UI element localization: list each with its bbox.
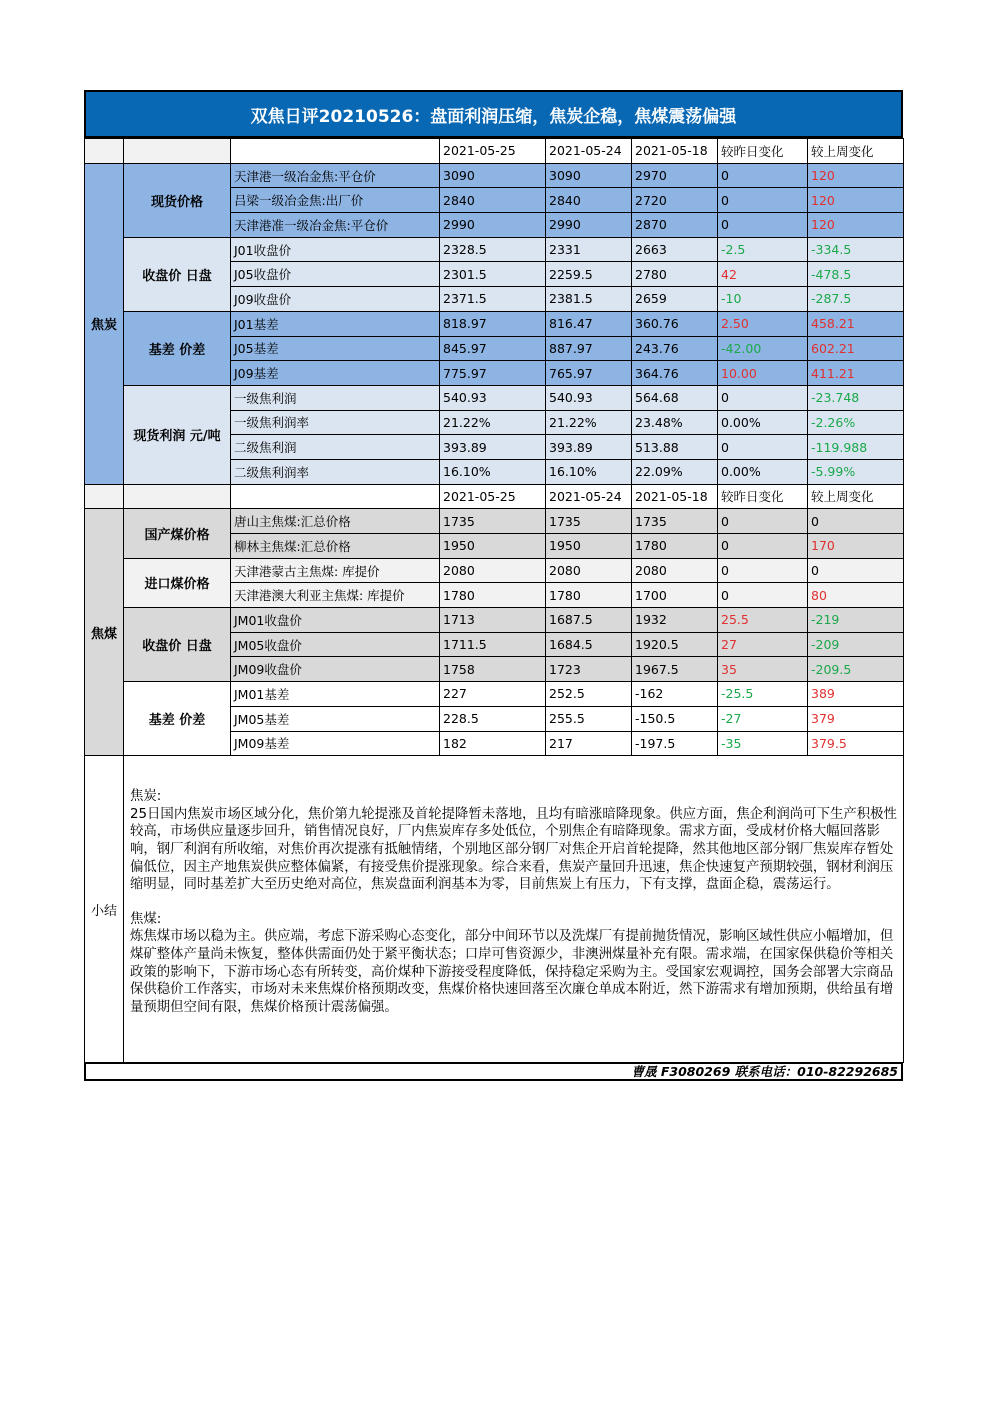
week-change-cell: 0 — [808, 558, 904, 583]
day-change-cell: -25.5 — [718, 682, 808, 707]
value-cell: 1920.5 — [632, 632, 718, 657]
item-name: 天津港准一级冶金焦:平仓价 — [231, 213, 440, 238]
group-label: 收盘价 日盘 — [124, 237, 231, 311]
item-name: 二级焦利润率 — [231, 459, 440, 484]
day-change-cell: 2.50 — [718, 311, 808, 336]
value-cell: 1713 — [440, 608, 546, 633]
item-name: J01基差 — [231, 311, 440, 336]
value-cell: 1723 — [546, 657, 632, 682]
day-change-cell: 0 — [718, 213, 808, 238]
column-header: 2021-05-25 — [440, 484, 546, 509]
value-cell: 2301.5 — [440, 262, 546, 287]
value-cell: 2840 — [440, 188, 546, 213]
summary-cell — [124, 756, 904, 1063]
value-cell: 1950 — [546, 534, 632, 559]
week-change-cell: -5.99% — [808, 459, 904, 484]
week-change-cell: 80 — [808, 583, 904, 608]
coal-summary-heading: 焦煤: — [130, 911, 162, 927]
group-label: 现货利润 元/吨 — [124, 385, 231, 484]
day-change-cell: 0 — [718, 558, 808, 583]
week-change-cell: -119.988 — [808, 435, 904, 460]
value-cell: 2990 — [440, 213, 546, 238]
summary-text — [127, 756, 903, 1016]
week-change-cell: 379.5 — [808, 731, 904, 756]
value-cell: 2663 — [632, 237, 718, 262]
value-cell: -197.5 — [632, 731, 718, 756]
week-change-cell: -287.5 — [808, 287, 904, 312]
value-cell: 393.89 — [440, 435, 546, 460]
header-blank — [85, 484, 124, 509]
week-change-cell: 379 — [808, 706, 904, 731]
day-change-cell: 0 — [718, 435, 808, 460]
value-cell: 540.93 — [546, 385, 632, 410]
value-cell: 217 — [546, 731, 632, 756]
value-cell: 2371.5 — [440, 287, 546, 312]
day-change-cell: 0 — [718, 188, 808, 213]
value-cell: 2659 — [632, 287, 718, 312]
value-cell: 1950 — [440, 534, 546, 559]
column-header: 2021-05-25 — [440, 139, 546, 164]
item-name: J05基差 — [231, 336, 440, 361]
item-name: JM09基差 — [231, 731, 440, 756]
report-title: 双焦日评20210526：盘面利润压缩，焦炭企稳，焦煤震荡偏强 — [84, 90, 903, 138]
value-cell: 887.97 — [546, 336, 632, 361]
week-change-cell: 389 — [808, 682, 904, 707]
value-cell: 1758 — [440, 657, 546, 682]
value-cell: 2259.5 — [546, 262, 632, 287]
day-change-cell: 10.00 — [718, 361, 808, 386]
header-blank — [85, 139, 124, 164]
coke-summary — [130, 788, 899, 894]
item-name: J09收盘价 — [231, 287, 440, 312]
week-change-cell: -478.5 — [808, 262, 904, 287]
value-cell: -150.5 — [632, 706, 718, 731]
value-cell: 255.5 — [546, 706, 632, 731]
day-change-cell: 0 — [718, 509, 808, 534]
day-change-cell: 0 — [718, 385, 808, 410]
group-label: 基差 价差 — [124, 682, 231, 756]
value-cell: 2870 — [632, 213, 718, 238]
column-header: 2021-05-18 — [632, 139, 718, 164]
value-cell: 775.97 — [440, 361, 546, 386]
day-change-cell: 0 — [718, 583, 808, 608]
week-change-cell: 120 — [808, 188, 904, 213]
value-cell: 2970 — [632, 163, 718, 188]
summary-row — [85, 756, 904, 1063]
value-cell: 2840 — [546, 188, 632, 213]
coke-header-row — [85, 139, 904, 164]
value-cell: 22.09% — [632, 459, 718, 484]
week-change-cell: -219 — [808, 608, 904, 633]
value-cell: 252.5 — [546, 682, 632, 707]
value-cell: 1700 — [632, 583, 718, 608]
value-cell: 2331 — [546, 237, 632, 262]
value-cell: 1932 — [632, 608, 718, 633]
header-blank — [231, 139, 440, 164]
value-cell: 2080 — [440, 558, 546, 583]
item-name: JM01基差 — [231, 682, 440, 707]
value-cell: 818.97 — [440, 311, 546, 336]
week-change-cell: 458.21 — [808, 311, 904, 336]
value-cell: 2990 — [546, 213, 632, 238]
table-row — [85, 385, 904, 410]
report-sheet — [84, 90, 903, 1081]
column-header: 较上周变化 — [808, 484, 904, 509]
value-cell: 3090 — [440, 163, 546, 188]
value-cell: 228.5 — [440, 706, 546, 731]
column-header: 2021-05-18 — [632, 484, 718, 509]
value-cell: 845.97 — [440, 336, 546, 361]
day-change-cell: 0.00% — [718, 459, 808, 484]
value-cell: 360.76 — [632, 311, 718, 336]
week-change-cell: -209.5 — [808, 657, 904, 682]
value-cell: 182 — [440, 731, 546, 756]
value-cell: 21.22% — [546, 410, 632, 435]
group-label: 进口煤价格 — [124, 558, 231, 607]
table-row — [85, 311, 904, 336]
column-header: 2021-05-24 — [546, 139, 632, 164]
item-name: 柳林主焦煤:汇总价格 — [231, 534, 440, 559]
week-change-cell: -2.26% — [808, 410, 904, 435]
column-header: 较昨日变化 — [718, 139, 808, 164]
week-change-cell: 120 — [808, 163, 904, 188]
coal-header-row — [85, 484, 904, 509]
week-change-cell: -334.5 — [808, 237, 904, 262]
value-cell: 21.22% — [440, 410, 546, 435]
value-cell: 1711.5 — [440, 632, 546, 657]
value-cell: 227 — [440, 682, 546, 707]
item-name: JM05收盘价 — [231, 632, 440, 657]
week-change-cell: 411.21 — [808, 361, 904, 386]
week-change-cell: -23.748 — [808, 385, 904, 410]
week-change-cell: 602.21 — [808, 336, 904, 361]
value-cell: 540.93 — [440, 385, 546, 410]
value-cell: 243.76 — [632, 336, 718, 361]
item-name: 天津港一级冶金焦:平仓价 — [231, 163, 440, 188]
item-name: JM01收盘价 — [231, 608, 440, 633]
day-change-cell: 0 — [718, 534, 808, 559]
table-row — [85, 682, 904, 707]
value-cell: 1735 — [632, 509, 718, 534]
day-change-cell: 0 — [718, 163, 808, 188]
item-name: JM05基差 — [231, 706, 440, 731]
week-change-cell: 120 — [808, 213, 904, 238]
day-change-cell: 35 — [718, 657, 808, 682]
header-blank — [124, 484, 231, 509]
column-header: 较昨日变化 — [718, 484, 808, 509]
table-row — [85, 237, 904, 262]
value-cell: 3090 — [546, 163, 632, 188]
value-cell: 23.48% — [632, 410, 718, 435]
table-row — [85, 558, 904, 583]
value-cell: 816.47 — [546, 311, 632, 336]
column-header: 较上周变化 — [808, 139, 904, 164]
table-row — [85, 163, 904, 188]
week-change-cell: 170 — [808, 534, 904, 559]
group-label: 基差 价差 — [124, 311, 231, 385]
week-change-cell: -209 — [808, 632, 904, 657]
value-cell: 1780 — [440, 583, 546, 608]
day-change-cell: -27 — [718, 706, 808, 731]
summary-label: 小结 — [85, 756, 124, 1063]
value-cell: 1735 — [440, 509, 546, 534]
item-name: J05收盘价 — [231, 262, 440, 287]
coal-summary-body: 炼焦煤市场以稳为主。供应端，考虑下游采购心态变化，部分中间环节以及洗煤厂有提前抛货情况，影响区域性供应小幅增加，但煤矿整体产量尚未恢复，整体供需面仍处于紧平衡状态；口岸可售资源少，非澳洲煤量补充有限。需求端，在国家保供稳价等相关政策的影响下，下游市场心态有所转变，高价煤种下游接受程度降低，保持稳定采购为主。受国家宏观调控，国务会部署大宗商品保供稳价工作落实，市场对未来焦煤价格预期改变，焦煤价格快速回落至次廉仓单成本附近，然下游需求有增加预期，供给虽有增量预期但空间有限，焦煤价格预计震荡偏强。 — [130, 929, 894, 1015]
day-change-cell: -2.5 — [718, 237, 808, 262]
value-cell: 513.88 — [632, 435, 718, 460]
item-name: JM09收盘价 — [231, 657, 440, 682]
item-name: 一级焦利润率 — [231, 410, 440, 435]
day-change-cell: 27 — [718, 632, 808, 657]
table-row — [85, 608, 904, 633]
day-change-cell: 0.00% — [718, 410, 808, 435]
value-cell: 765.97 — [546, 361, 632, 386]
day-change-cell: 42 — [718, 262, 808, 287]
value-cell: 1780 — [632, 534, 718, 559]
group-label: 现货价格 — [124, 163, 231, 237]
coke-summary-heading: 焦炭: — [130, 789, 162, 805]
day-change-cell: 25.5 — [718, 608, 808, 633]
item-name: 吕梁一级冶金焦:出厂价 — [231, 188, 440, 213]
group-label: 国产煤价格 — [124, 509, 231, 558]
day-change-cell: -35 — [718, 731, 808, 756]
week-change-cell: 0 — [808, 509, 904, 534]
contact-footer: 曹晟 F3080269 联系电话：010-82292685 — [84, 1063, 903, 1081]
value-cell: 1780 — [546, 583, 632, 608]
value-cell: 1684.5 — [546, 632, 632, 657]
item-name: 一级焦利润 — [231, 385, 440, 410]
header-blank — [231, 484, 440, 509]
value-cell: 2780 — [632, 262, 718, 287]
data-table — [84, 138, 904, 1063]
item-name: J01收盘价 — [231, 237, 440, 262]
day-change-cell: -42.00 — [718, 336, 808, 361]
coal-category-label: 焦煤 — [85, 509, 124, 756]
value-cell: 16.10% — [440, 459, 546, 484]
item-name: 二级焦利润 — [231, 435, 440, 460]
item-name: J09基差 — [231, 361, 440, 386]
value-cell: 2328.5 — [440, 237, 546, 262]
coke-category-label: 焦炭 — [85, 163, 124, 484]
value-cell: 364.76 — [632, 361, 718, 386]
value-cell: 2720 — [632, 188, 718, 213]
value-cell: 1967.5 — [632, 657, 718, 682]
header-blank — [124, 139, 231, 164]
item-name: 天津港澳大利亚主焦煤: 库提价 — [231, 583, 440, 608]
coke-summary-body: 25日国内焦炭市场区域分化，焦价第九轮提涨及首轮提降暂未落地，且均有暗涨暗降现象。供应方面，焦企利润尚可下生产积极性较高，市场供应量逐步回升，销售情况良好，厂内焦炭库存多处低位，个别焦企有暗降现象。需求方面，受成材价格大幅回落影响，钢厂利润有所收缩，对焦价再次提涨有抵触情绪，个别地区部分钢厂对焦企开启首轮提降，然其他地区部分钢厂焦炭库存暂处偏低位，因主产地焦炭供应整体偏紧，有接受焦价提涨现象。综合来看，焦炭产量回升迅速，焦企快速复产预期较强，钢材利润压缩明显，同时基差扩大至历史绝对高位，焦炭盘面利润基本为零，目前焦炭上有压力，下有支撑，盘面企稳，震荡运行。 — [130, 806, 897, 893]
item-name: 唐山主焦煤:汇总价格 — [231, 509, 440, 534]
item-name: 天津港蒙古主焦煤: 库提价 — [231, 558, 440, 583]
value-cell: 2080 — [546, 558, 632, 583]
value-cell: 1735 — [546, 509, 632, 534]
value-cell: 1687.5 — [546, 608, 632, 633]
value-cell: 16.10% — [546, 459, 632, 484]
coal-summary — [130, 911, 899, 1017]
value-cell: 2381.5 — [546, 287, 632, 312]
value-cell: 2080 — [632, 558, 718, 583]
column-header: 2021-05-24 — [546, 484, 632, 509]
day-change-cell: -10 — [718, 287, 808, 312]
group-label: 收盘价 日盘 — [124, 608, 231, 682]
value-cell: -162 — [632, 682, 718, 707]
value-cell: 564.68 — [632, 385, 718, 410]
table-row — [85, 509, 904, 534]
value-cell: 393.89 — [546, 435, 632, 460]
